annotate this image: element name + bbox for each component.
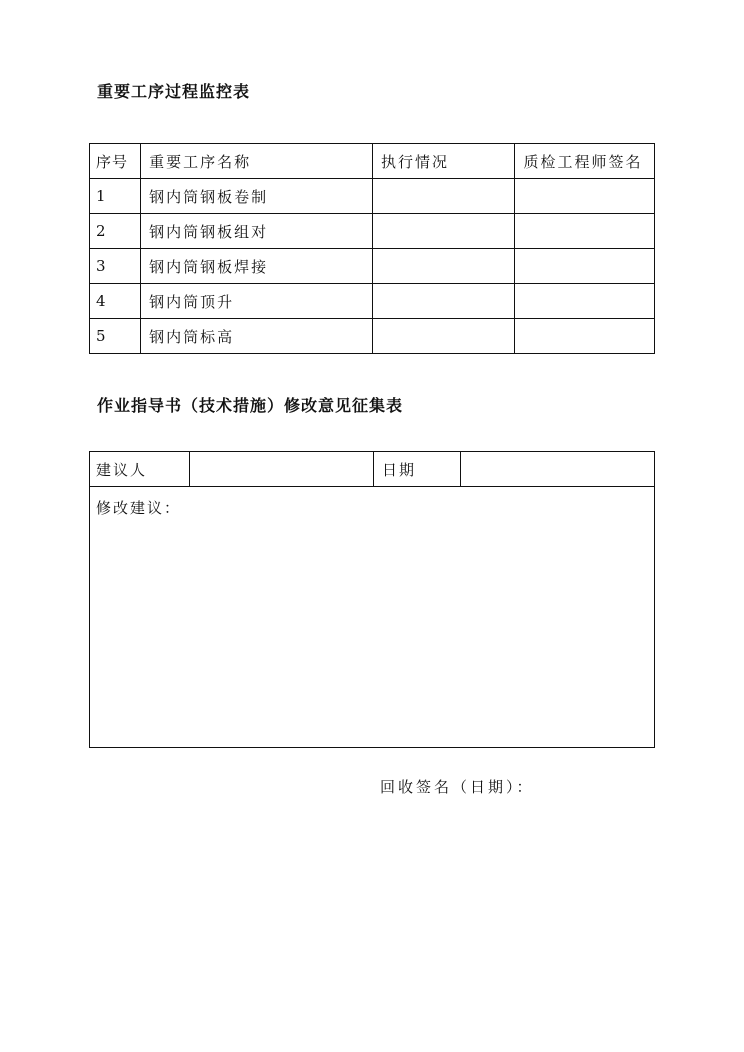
row-status-cell[interactable] <box>372 214 515 249</box>
proposer-field[interactable] <box>189 452 373 487</box>
row-process-name: 钢内筒标高 <box>141 319 373 354</box>
row-process-name: 钢内筒钢板卷制 <box>141 179 373 214</box>
date-field[interactable] <box>460 452 654 487</box>
table-header-row <box>90 144 655 179</box>
feedback-table-title: 作业指导书（技术措施）修改意见征集表 <box>97 396 404 415</box>
row-process-name: 钢内筒钢板组对 <box>141 214 373 249</box>
row-signature-cell[interactable] <box>515 179 655 214</box>
process-monitoring-table <box>89 143 655 354</box>
row-signature-cell[interactable] <box>515 214 655 249</box>
header-signature: 质检工程师签名 <box>515 144 655 179</box>
row-status-cell[interactable] <box>372 179 515 214</box>
row-signature-cell[interactable] <box>515 284 655 319</box>
table-row <box>90 249 655 284</box>
row-status-cell[interactable] <box>372 284 515 319</box>
suggestion-label: 修改建议： <box>96 499 182 517</box>
row-signature-cell[interactable] <box>515 249 655 284</box>
row-no: 5 <box>90 319 141 354</box>
feedback-table <box>89 451 655 748</box>
return-signature-label: 回收签名（日期）： <box>380 778 535 796</box>
row-no: 3 <box>90 249 141 284</box>
header-process-name: 重要工序名称 <box>141 144 373 179</box>
row-status-cell[interactable] <box>372 249 515 284</box>
header-status: 执行情况 <box>372 144 515 179</box>
header-no: 序号 <box>90 144 141 179</box>
row-process-name: 钢内筒顶升 <box>141 284 373 319</box>
row-status-cell[interactable] <box>372 319 515 354</box>
table-row <box>90 214 655 249</box>
suggestion-row <box>90 487 655 748</box>
feedback-header-row <box>90 452 655 487</box>
process-table-title: 重要工序过程监控表 <box>97 82 251 101</box>
row-no: 1 <box>90 179 141 214</box>
table-row <box>90 179 655 214</box>
row-no: 2 <box>90 214 141 249</box>
proposer-label: 建议人 <box>90 452 190 487</box>
row-signature-cell[interactable] <box>515 319 655 354</box>
table-row <box>90 319 655 354</box>
date-label: 日期 <box>373 452 460 487</box>
suggestion-area[interactable] <box>90 487 655 748</box>
row-process-name: 钢内筒钢板焊接 <box>141 249 373 284</box>
row-no: 4 <box>90 284 141 319</box>
table-row <box>90 284 655 319</box>
